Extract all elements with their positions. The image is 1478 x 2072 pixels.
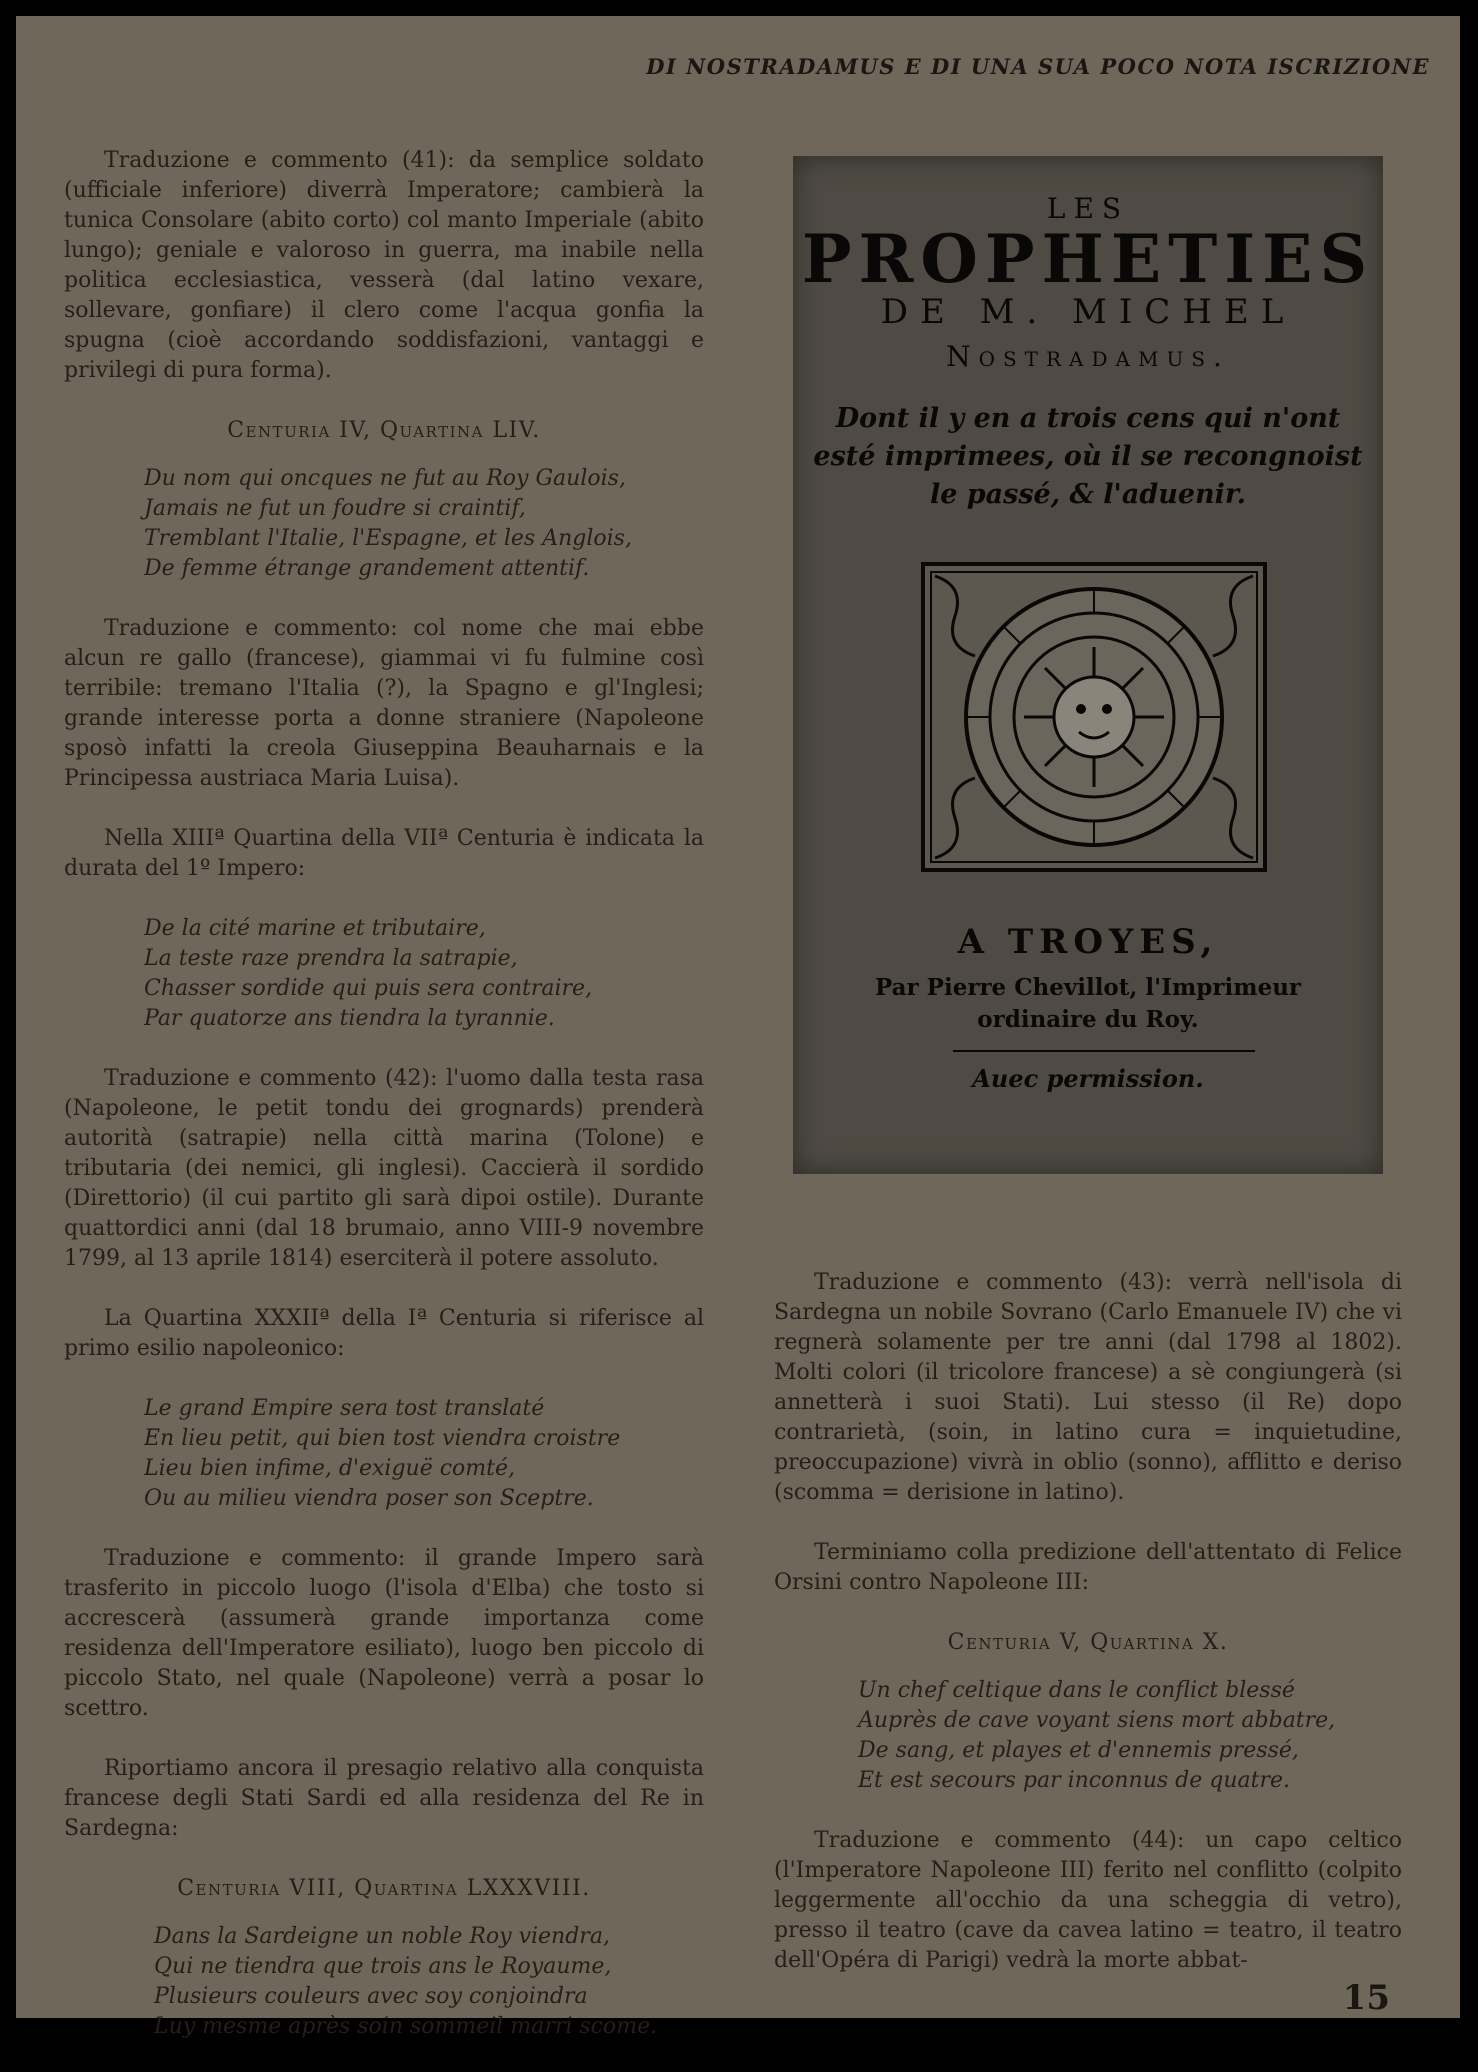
facsimile-printer [797,972,1379,1036]
verse-line: Le grand Empire sera tost translaté [144,1396,545,1421]
verse-line: Auprès de cave voyant siens mort abbatre, [858,1708,1336,1733]
paragraph-sardinia-intro: Riportiamo ancora il presagio relativo alla conquista francese degli Stati Sardi ed alla residenza del Re in Sardegna: [64,1756,704,1841]
facsimile-les: LES [1046,192,1130,225]
heading-centuria-v: Centuria V, Quartina X. [947,1630,1229,1655]
verse-line: De femme étrange grandement attentif. [144,556,590,581]
verse-centuria-v [858,1676,1402,1796]
paragraph-translation-liv: Traduzione e commento: col nome che mai ebbe alcun re gallo (francese), giammai vi fu fulmine così terribile: tremano l'Italia (?), la Spagno e gl'Inglesi; grande interesse porta a donne straniere (Napoleone sposò infatti la creola Giuseppina Beauharnais e la Principessa austriaca Maria Luisa). [64,616,704,791]
verse-line: Dans la Sardeigne un noble Roy viendra, [154,1924,610,1949]
paragraph-translation-41: Traduzione e commento (41): da semplice soldato (ufficiale inferiore) diverrà Imperatore; cambierà la tunica Consolare (abito corto) col manto Imperiale (abito lungo); geniale e valoroso in guerra, ma inabile nella politica ecclesiastica, vesserà (dal latino vexare, sollevare, gonfiare) il clero come l'acqua gonfia la spugna (cioè accordando soddisfazioni, vantaggi e privilegi di pura forma). [64,148,704,383]
facsimile-title: PROPHETIES [801,220,1375,298]
verse-line: Un chef celtique dans le conflict blessé [858,1678,1295,1703]
title-page-facsimile [793,156,1383,1174]
paragraph-translation-44: Traduzione e commento (44): un capo celtico (l'Imperatore Napoleone III) ferito nel conflitto (colpito leggermente all'occhio da una scheggia di vetro), presso il teatro (cave da cavea latino = teatro, il teatro dell'Opéra di Parigi) vedrà la morte abbat- [774,1828,1402,1973]
verse-line: Et est secours par inconnus de quatre. [858,1768,1290,1793]
paragraph-quartina-xxxii: La Quartina XXXIIª della Iª Centuria si riferisce al primo esilio napoleonico: [64,1306,704,1361]
heading-centuria-viii: Centuria VIII, Quartina LXXXVIII. [177,1876,591,1901]
verse-line: Qui ne tiendra que trois ans le Royaume, [154,1954,612,1979]
verse-line: Plusieurs couleurs avec soy conjoindra [154,1984,588,2009]
paragraph-translation-43: Traduzione e commento (43): verrà nell'isola di Sardegna un nobile Sovrano (Carlo Emanuele IV) che vi regnerà solamente per tre anni (dal 1798 al 1802). Molti colori (il tricolore francese) a sè congiungerà (si annetterà i suoi Stati). Lui stesso (il Re) dopo contrarietà, (soin, in latino cura = inquietudine, preoccupazione) vivrà in oblio (sonno), afflitto e deriso (scomma = derisione in latino). [774,1270,1402,1505]
verse-centuria-viii [154,1922,704,2042]
facsimile-permission: Auec permission. [972,1064,1204,1093]
paragraph-orsini-intro: Terminiamo colla predizione dell'attentato di Felice Orsini contro Napoleone III: [774,1540,1402,1595]
facsimile-rule [953,1050,1255,1052]
paragraph-quartina-xiii: Nella XIIIª Quartina della VIIª Centuria è indicata la durata del 1º Impero: [64,826,704,881]
verse-line: De la cité marine et tributaire, [144,916,486,941]
verse-line: Lieu bien infime, d'exiguë comté, [144,1456,516,1481]
verse-line: Ou au milieu viendra poser son Sceptre. [144,1486,594,1511]
facsimile-printer-title: ordinaire du Roy. [977,1006,1199,1033]
left-column [64,146,704,2072]
page-number: 15 [1342,1978,1390,2018]
facsimile-city: A TROYES, [957,922,1219,962]
facsimile-subtitle: Dont il y en a trois cens qui n'ont esté imprimees, où il se recongnoist le passé, & l'aduenir. [813,403,1363,510]
verse-centuria-iv [144,464,704,584]
verse-line: La teste raze prendra la satrapie, [144,946,518,971]
verse-line: En lieu petit, qui bien tost viendra croistre [144,1426,621,1451]
verse-line: De sang, et playes et d'ennemis pressé, [858,1738,1299,1763]
verse-line: Luy mesme après soin sommeil marri scome. [154,2014,658,2039]
verse-line: Du nom qui oncques ne fut au Roy Gaulois, [144,466,626,491]
facsimile-author-line: DE M. MICHEL [880,292,1296,332]
verse-line: Jamais ne fut un foudre si craintif, [144,496,526,521]
paragraph-translation-42: Traduzione e commento (42): l'uomo dalla testa rasa (Napoleone, le petit tondu dei grognards) prenderà autorità (satrapie) nella città marina (Tolone) e tributaria (dei nemici, gli inglesi). Caccierà il sordido (Direttorio) (il cui partito gli sarà dipoi ostile). Durante quattordici anni (dal 18 brumaio, anno VIII-9 novembre 1799, al 13 aprile 1814) eserciterà il potere assoluto. [64,1066,704,1271]
verse-line: Tremblant l'Italie, l'Espagne, et les Anglois, [144,526,632,551]
verse-line: Chasser sordide qui puis sera contraire, [144,976,593,1001]
facsimile-author-name: Nostradamus. [946,340,1230,373]
verse-quartina-xxxii [144,1394,704,1514]
verse-quartina-xiii [144,914,704,1034]
book-page [16,16,1460,2039]
right-column [774,1268,1402,2006]
heading-centuria-iv: Centuria IV, Quartina LIV. [227,418,541,443]
verse-line: Par quatorze ans tiendra la tyrannie. [144,1006,555,1031]
sun-emblem-icon [921,562,1267,872]
paragraph-translation-elba: Traduzione e commento: il grande Impero sarà trasferito in piccolo luogo (l'isola d'Elba) che tosto si accrescerà (assumerà grande importanza come residenza dell'Imperatore esiliato), luogo ben piccolo di piccolo Stato, nel quale (Napoleone) verrà a posar lo scettro. [64,1546,704,1721]
running-header: DI NOSTRADAMUS E DI UNA SUA POCO NOTA ISCRIZIONE [646,54,1430,79]
facsimile-printer-name: Par Pierre Chevillot, l'Imprimeur [874,974,1302,1001]
